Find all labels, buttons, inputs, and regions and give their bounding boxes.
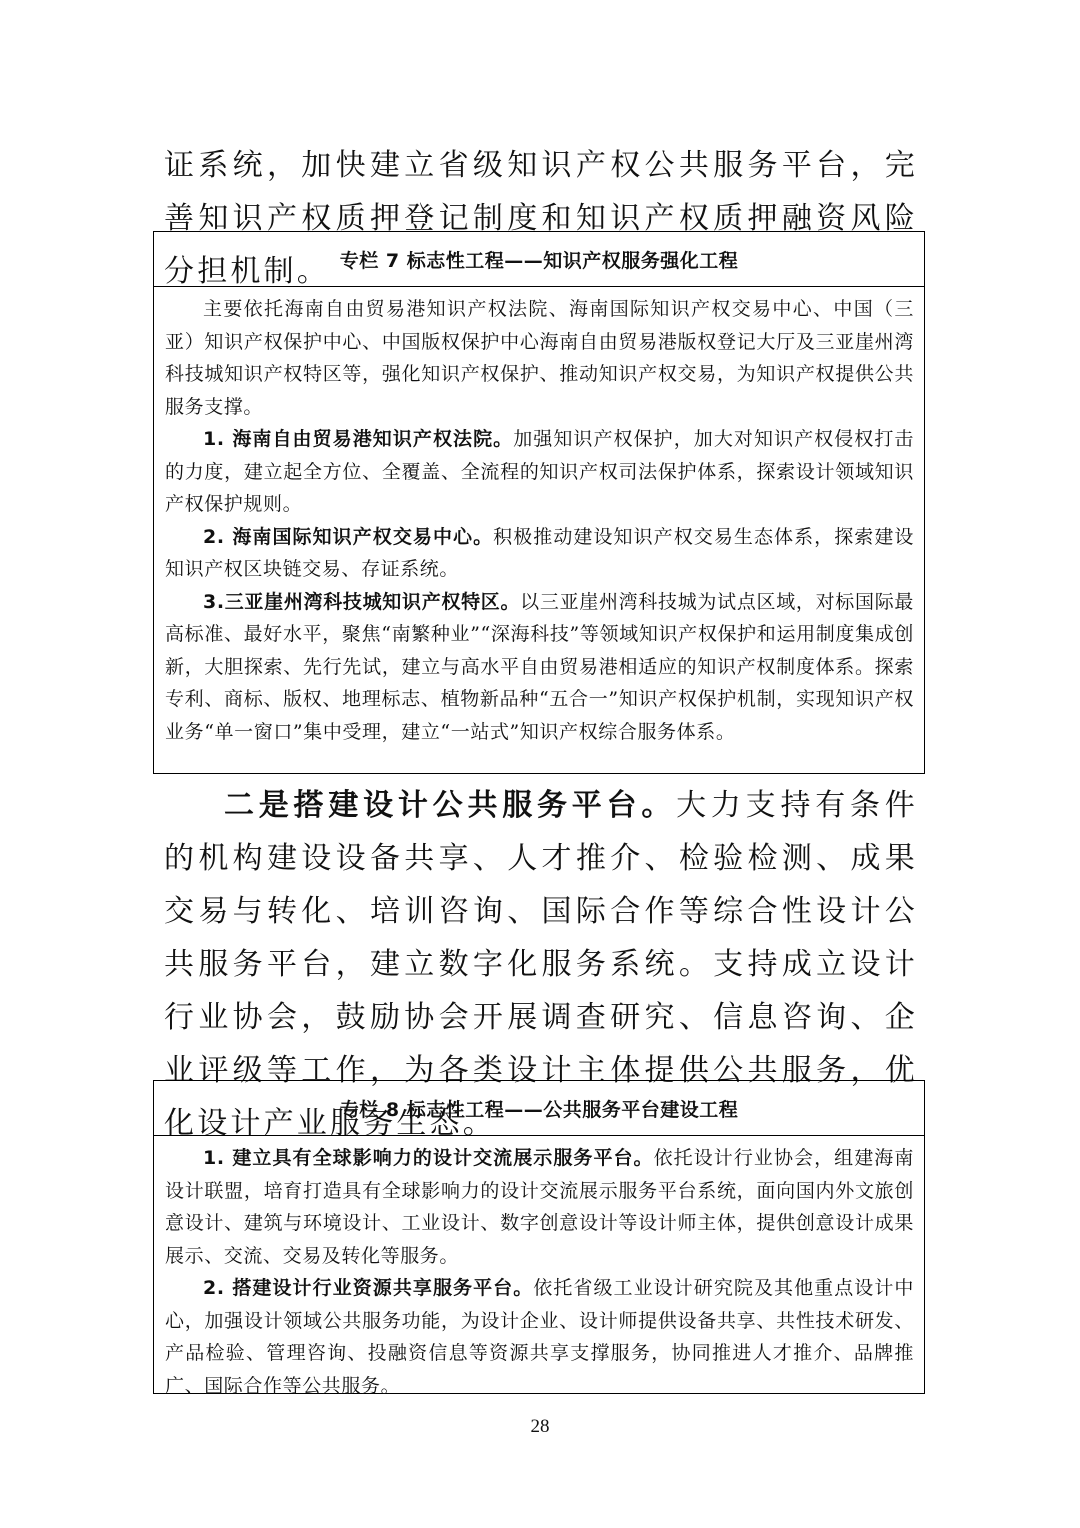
item-lead: 1. 建立具有全球影响力的设计交流展示服务平台。 [203,1147,654,1169]
column-box-7-item-1 [165,423,914,521]
column-box-7-item-2 [165,521,914,586]
section-text: 大力支持有条件的机构建设设备共享、人才推介、检验检测、成果交易与转化、培训咨询、国际合作等综合性设计公共服务平台，建立数字化服务系统。支持成立设计行业协会，鼓励协会开展调查研究、信息咨询、企业评级等工作，为各类设计主体提供公共服务，优化设计产业服务生态。 [164,788,918,1141]
column-box-8-body [154,1136,924,1402]
item-text: 依托设计行业协会，组建海南设计联盟，培育打造具有全球影响力的设计交流展示服务平台系统，面向国内外文旅创意设计、建筑与环境设计、工业设计、数字创意设计等设计师主体，提供创意设计成果展示、交流、交易及转化等服务。 [165,1147,914,1267]
page-number: 28 [530,1416,550,1437]
column-box-8-item-2 [165,1272,914,1402]
item-lead: 2. 搭建设计行业资源共享服务平台。 [203,1277,534,1299]
item-text: 加强知识产权保护，加大对知识产权侵权打击的力度，建立起全方位、全覆盖、全流程的知识产权司法保护体系，探索设计领域知识产权保护规则。 [165,428,914,515]
column-box-7-intro: 主要依托海南自由贸易港知识产权法院、海南国际知识产权交易中心、中国（三亚）知识产权保护中心、中国版权保护中心海南自由贸易港版权登记大厅及三亚崖州湾科技城知识产权特区等，强化知识产权保护、推动知识产权交易，为知识产权提供公共服务支撑。 [165,298,914,418]
column-box-7-item-3 [165,586,914,749]
item-lead: 2. 海南国际知识产权交易中心。 [203,525,494,548]
column-box-7 [153,231,925,774]
column-box-8-item-1 [165,1142,914,1272]
continuation-paragraph: 证系统，加快建立省级知识产权公共服务平台，完善知识产权质押登记制度和知识产权质押融资风险分担机制。 [164,148,918,289]
column-box-7-body [154,287,924,748]
column-box-7-title: 专栏 7 标志性工程——知识产权服务强化工程 [154,232,924,287]
item-text: 积极推动建设知识产权交易生态体系，探索建设知识产权区块链交易、存证系统。 [165,525,914,580]
item-lead: 3.三亚崖州湾科技城知识产权特区。 [203,590,521,613]
item-text: 以三亚崖州湾科技城为试点区域，对标国际最高标准、最好水平，聚焦“南繁种业”“深海科技”等领域知识产权保护和运用制度集成创新，大胆探索、先行先试，建立与高水平自由贸易港相适应的知识产权制度体系。探索专利、商标、版权、地理标志、植物新品种“五合一”知识产权保护机制，实现知识产权业务“单一窗口”集中受理，建立“一站式”知识产权综合服务体系。 [165,590,914,743]
column-box-8 [153,1080,925,1397]
column-box-8-title: 专栏 8 标志性工程——公共服务平台建设工程 [154,1081,924,1136]
item-lead: 1. 海南自由贸易港知识产权法院。 [203,428,514,450]
section-lead: 二是搭建设计公共服务平台。 [224,788,677,823]
item-text: 依托省级工业设计研究院及其他重点设计中心，加强设计领域公共服务功能，为设计企业、设计师提供设备共享、共性技术研发、产品检验、管理咨询、投融资信息等资源共享支撑服务，协同推进人才推介、品牌推广、国际合作等公共服务。 [165,1277,914,1397]
